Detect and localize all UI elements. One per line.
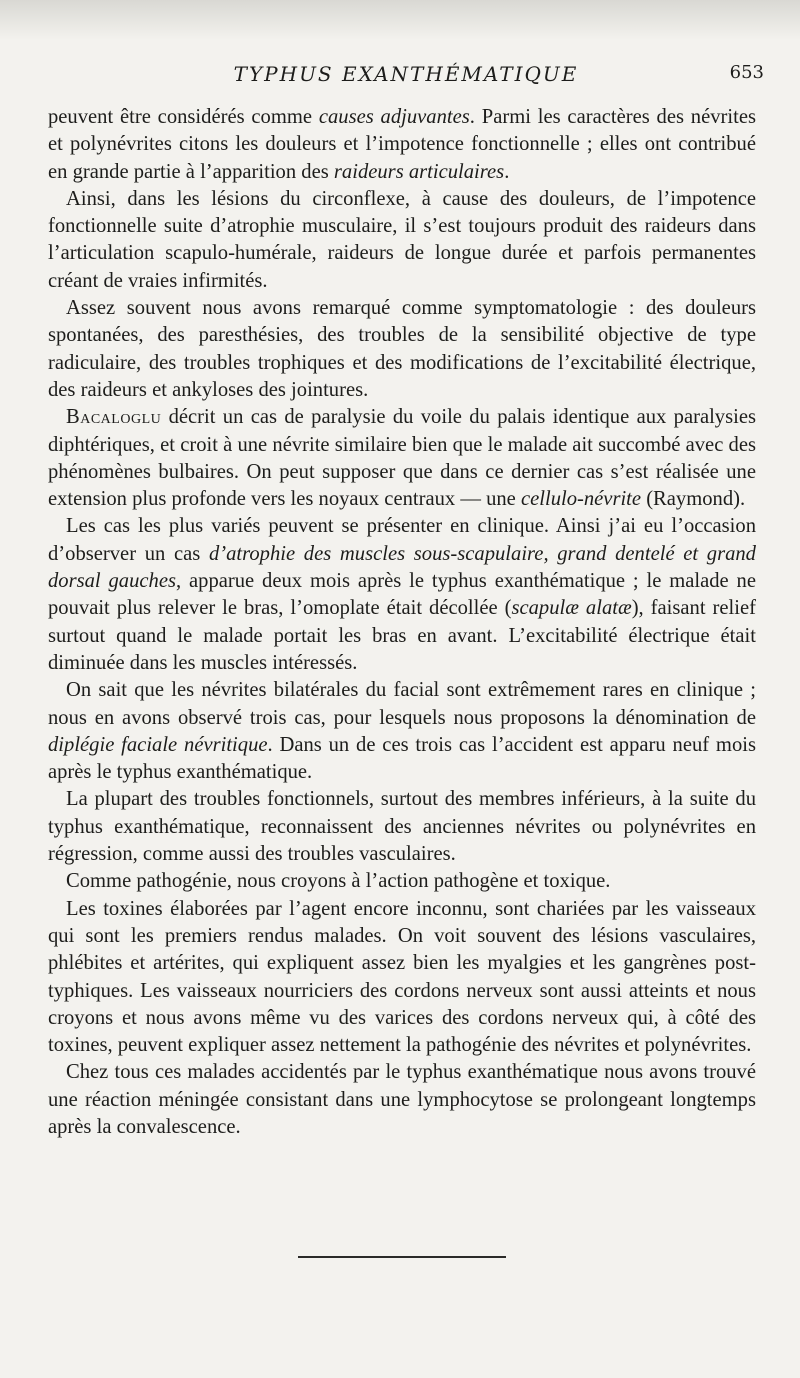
text-run: peuvent être considérés comme xyxy=(48,106,319,128)
paragraph: Comme pathogénie, nous croyons à l’action pathogène et toxique. xyxy=(66,870,611,893)
paragraph xyxy=(48,404,756,513)
paragraph: Chez tous ces malades accidentés par le typhus exanthématique nous avons trouvé une réaction méningée consistant dans une lymphocytose se prolongeant longtemps après la convalescence. xyxy=(48,1061,756,1138)
emphasis-atrophie: d’atrophie des muscles sous-scapulaire, grand dentelé et grand dorsal gauches xyxy=(48,542,756,593)
end-rule xyxy=(298,1256,506,1258)
paragraph: Assez souvent nous avons remarqué comme symptomatologie : des douleurs spontanées, des paresthésies, des troubles de la sensibilité objective de type radiculaire, des troubles trophiques et des modifications de l’excitabilité électrique, des raideurs et ankyloses des jointures. xyxy=(48,297,756,401)
paragraph xyxy=(48,104,756,186)
text-run: Les cas les plus variés peuvent se présenter en clinique. Ainsi j’ai eu l’occasion d’observer un cas xyxy=(48,515,756,565)
running-title: TYPHUS EXANTHÉMATIQUE xyxy=(233,62,579,86)
text-run: décrit un cas de paralysie du voile du palais identique aux paralysies diphtériques, et croit à une névrite similaire bien que le malade ait succombé avec des phénomènes bulbaires. On peut supposer que dans ce dernier cas s’est réalisée une extension plus profonde vers les noyaux centraux — une xyxy=(48,406,756,511)
emphasis-diplegie-faciale: diplégie faciale névritique xyxy=(48,733,268,756)
paragraph: Ainsi, dans les lésions du circonflexe, à cause des douleurs, de l’impotence fonctionnelle suite d’atrophie musculaire, il s’est toujours produit des raideurs dans l’articulation scapulo-humérale, raideurs de longue durée et parfois permanentes créant de vraies infirmités. xyxy=(48,187,756,292)
text-run: (Raymond). xyxy=(641,488,746,511)
emphasis-scapulae-alatae: scapulæ alatæ xyxy=(511,597,632,620)
text-run: , apparue deux mois après le typhus exanthématique ; le malade ne pouvait plus relever le bras, l’omoplate était décollée ( xyxy=(48,570,756,620)
paragraph xyxy=(48,677,756,786)
text-run: . Dans un de ces trois cas l’accident est apparu neuf mois après le typhus exanthématique. xyxy=(48,733,756,784)
page-edge-shadow xyxy=(0,0,800,40)
text-run: . xyxy=(504,160,510,183)
text-run: On sait que les névrites bilatérales du facial sont extrêmement rares en clinique ; nous en avons observé trois cas, pour lesquels nous proposons la dénomination de xyxy=(48,679,756,729)
paragraph: La plupart des troubles fonctionnels, surtout des membres inférieurs, à la suite du typhus exanthématique, reconnaissent des anciennes névrites ou polynévrites en régression, comme aussi des troubles vasculaires. xyxy=(48,788,756,866)
emphasis-causes-adjuvantes: causes adjuvantes xyxy=(318,106,470,128)
body-text xyxy=(48,104,756,1141)
page-number: 653 xyxy=(729,62,764,83)
running-header xyxy=(48,62,764,90)
paragraph xyxy=(48,513,756,677)
emphasis-cellulo-nevrite: cellulo-névrite xyxy=(520,488,642,511)
paragraph: Les toxines élaborées par l’agent encore inconnu, sont chariées par les vaisseaux qui sont les premiers rendus malades. On voit souvent des lésions vasculaires, phlébites et artérites, qui expliquent assez bien les myalgies et les gangrènes post-typhiques. Les vaisseaux nourriciers des cordons nerveux sont aussi atteints et nous croyons et nous avons même vu des varices des cordons nerveux qui, à côté des toxines, peuvent expliquer assez nettement la pathogénie des névrites et polynévrites. xyxy=(48,897,756,1057)
emphasis-raideurs-articulaires: raideurs articulaires xyxy=(333,160,505,183)
author-name: Bacaloglu xyxy=(66,406,162,429)
text-run: . Parmi les caractères des névrites et polynévrites citons les douleurs et l’impotence fonctionnelle ; elles ont contribué en grande partie à l’apparition des xyxy=(48,106,756,183)
text-run: ), faisant relief surtout quand le malade portait les bras en avant. L’excitabilité électrique était diminuée dans les muscles intéressés. xyxy=(48,597,756,674)
